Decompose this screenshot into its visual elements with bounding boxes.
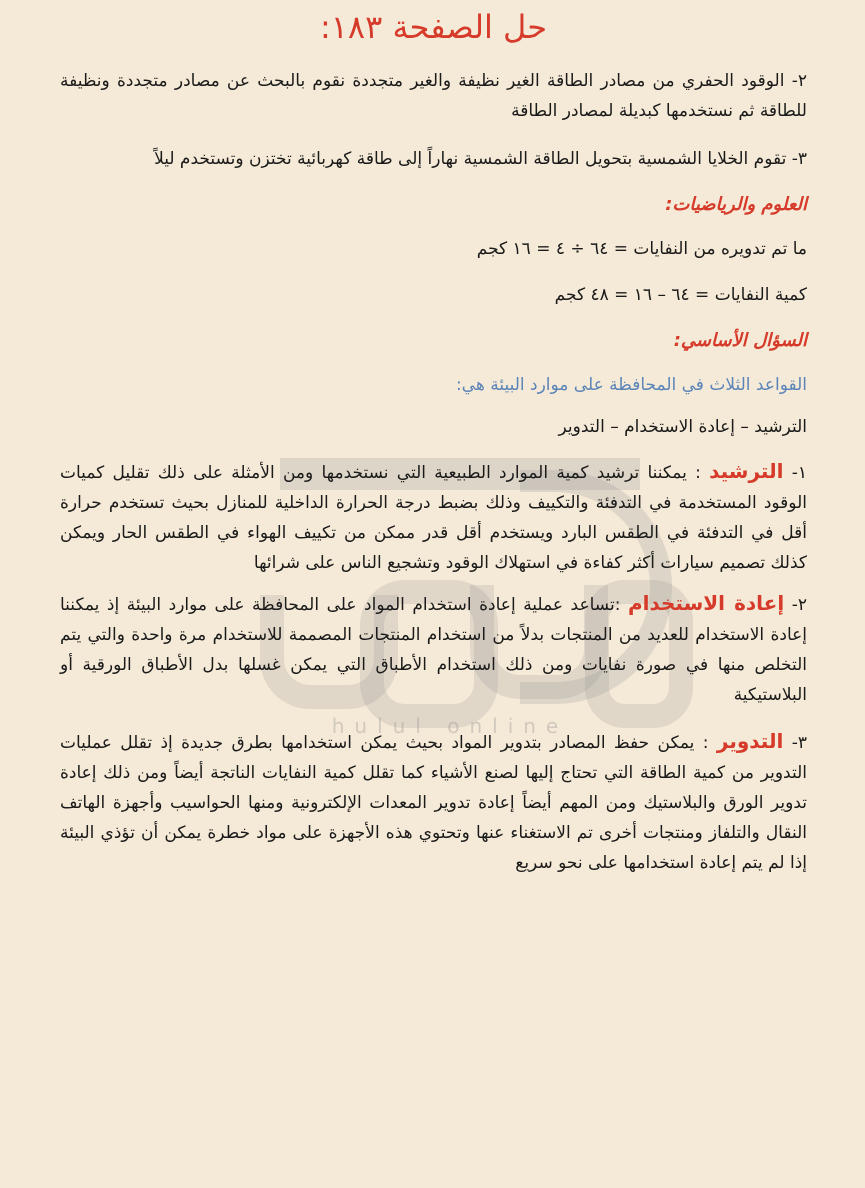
rule-text: :تساعد عملية إعادة استخدام المواد على المحافظة على موارد البيئة إذ يمكننا إعادة الاستخدام للعديد من المنتجات بدلاً من استخدام المنتجات المصممة للاستخدام مرة واحدة والتي يتم التخلص منها في صورة نفايات ومن ذلك استخدام الأطباق التي يمكن غسلها بدل الأطباق الورقية أو البلاستيكية	[60, 595, 807, 705]
page-title: حل الصفحة ١٨٣:	[319, 8, 548, 46]
paragraph-2: ٢- الوقود الحفري من مصادر الطاقة الغير نظيفة والغير متجددة نقوم بالبحث عن مصادر متجددة ونظيفة للطاقة ثم نستخدمها كبديلة لمصادر الطاقة	[60, 71, 807, 121]
essential-question-answer: الترشيد – إعادة الاستخدام – التدوير	[558, 417, 807, 437]
rule-recycling	[60, 726, 807, 878]
essential-question-text: القواعد الثلاث في المحافظة على موارد البيئة هي:	[455, 375, 807, 395]
rule-number: ٣-	[783, 733, 807, 753]
rule-text: : يمكن حفظ المصادر بتدوير المواد بحيث يمكن استخدامها بطرق جديدة إذ تقلل عمليات التدوير من كمية الطاقة التي تحتاج إليها لصنع الأشياء كما تقلل كمية النفايات الناتجة أيضاً ومن ذلك إعادة تدوير الورق والبلاستيك ومن المهم أيضاً إعادة تدوير المعدات الإلكترونية ومنها الحواسيب وأجهزة الهاتف النقال والتلفاز ومنتجات أخرى تم الاستغناء عنها وتحتوي هذه الأجهزة على مواد خطرة يمكن أن تؤذي البيئة إذا لم يتم إعادة استخدامها على نحو سريع	[60, 733, 807, 873]
watermark-text: hulul online	[331, 714, 569, 738]
rule-text: : يمكننا ترشيد كمية الموارد الطبيعية التي نستخدمها ومن الأمثلة على ذلك تقليل كميات الوقود المستخدمة في التدفئة والتكييف وذلك بضبط درجة الحرارة الداخلية للمنازل بحيث تستخدم حرارة أقل في التدفئة في الطقس البارد ويستخدم أقل قدر ممكن من تكييف الهواء في الطقس الحار ويمكن كذلك تصميم سيارات أكثر كفاءة في استهلاك الوقود وتشجيع الناس على شرائها	[60, 463, 807, 573]
rule-number: ١-	[783, 463, 807, 483]
equation-waste: كمية النفايات = ٦٤ – ١٦ = ٤٨ كجم	[554, 285, 807, 305]
rule-term: إعادة الاستخدام	[627, 591, 785, 615]
page-content	[60, 0, 807, 878]
rule-reuse	[60, 588, 807, 710]
paragraph-3: ٣- تقوم الخلايا الشمسية بتحويل الطاقة الشمسية نهاراً إلى طاقة كهربائية تختزن وتستخدم ليلاً	[154, 149, 807, 169]
rule-number: ٢-	[784, 595, 807, 615]
rule-rationing	[60, 456, 807, 578]
science-math-heading: العلوم والرياضيات:	[665, 194, 807, 215]
rule-term: الترشيد	[709, 459, 784, 483]
rule-term: التدوير	[716, 729, 784, 753]
equation-recycled: ما تم تدويره من النفايات = ٦٤ ÷ ٤ = ١٦ كجم	[476, 239, 807, 259]
essential-question-heading: السؤال الأساسي:	[673, 330, 807, 351]
